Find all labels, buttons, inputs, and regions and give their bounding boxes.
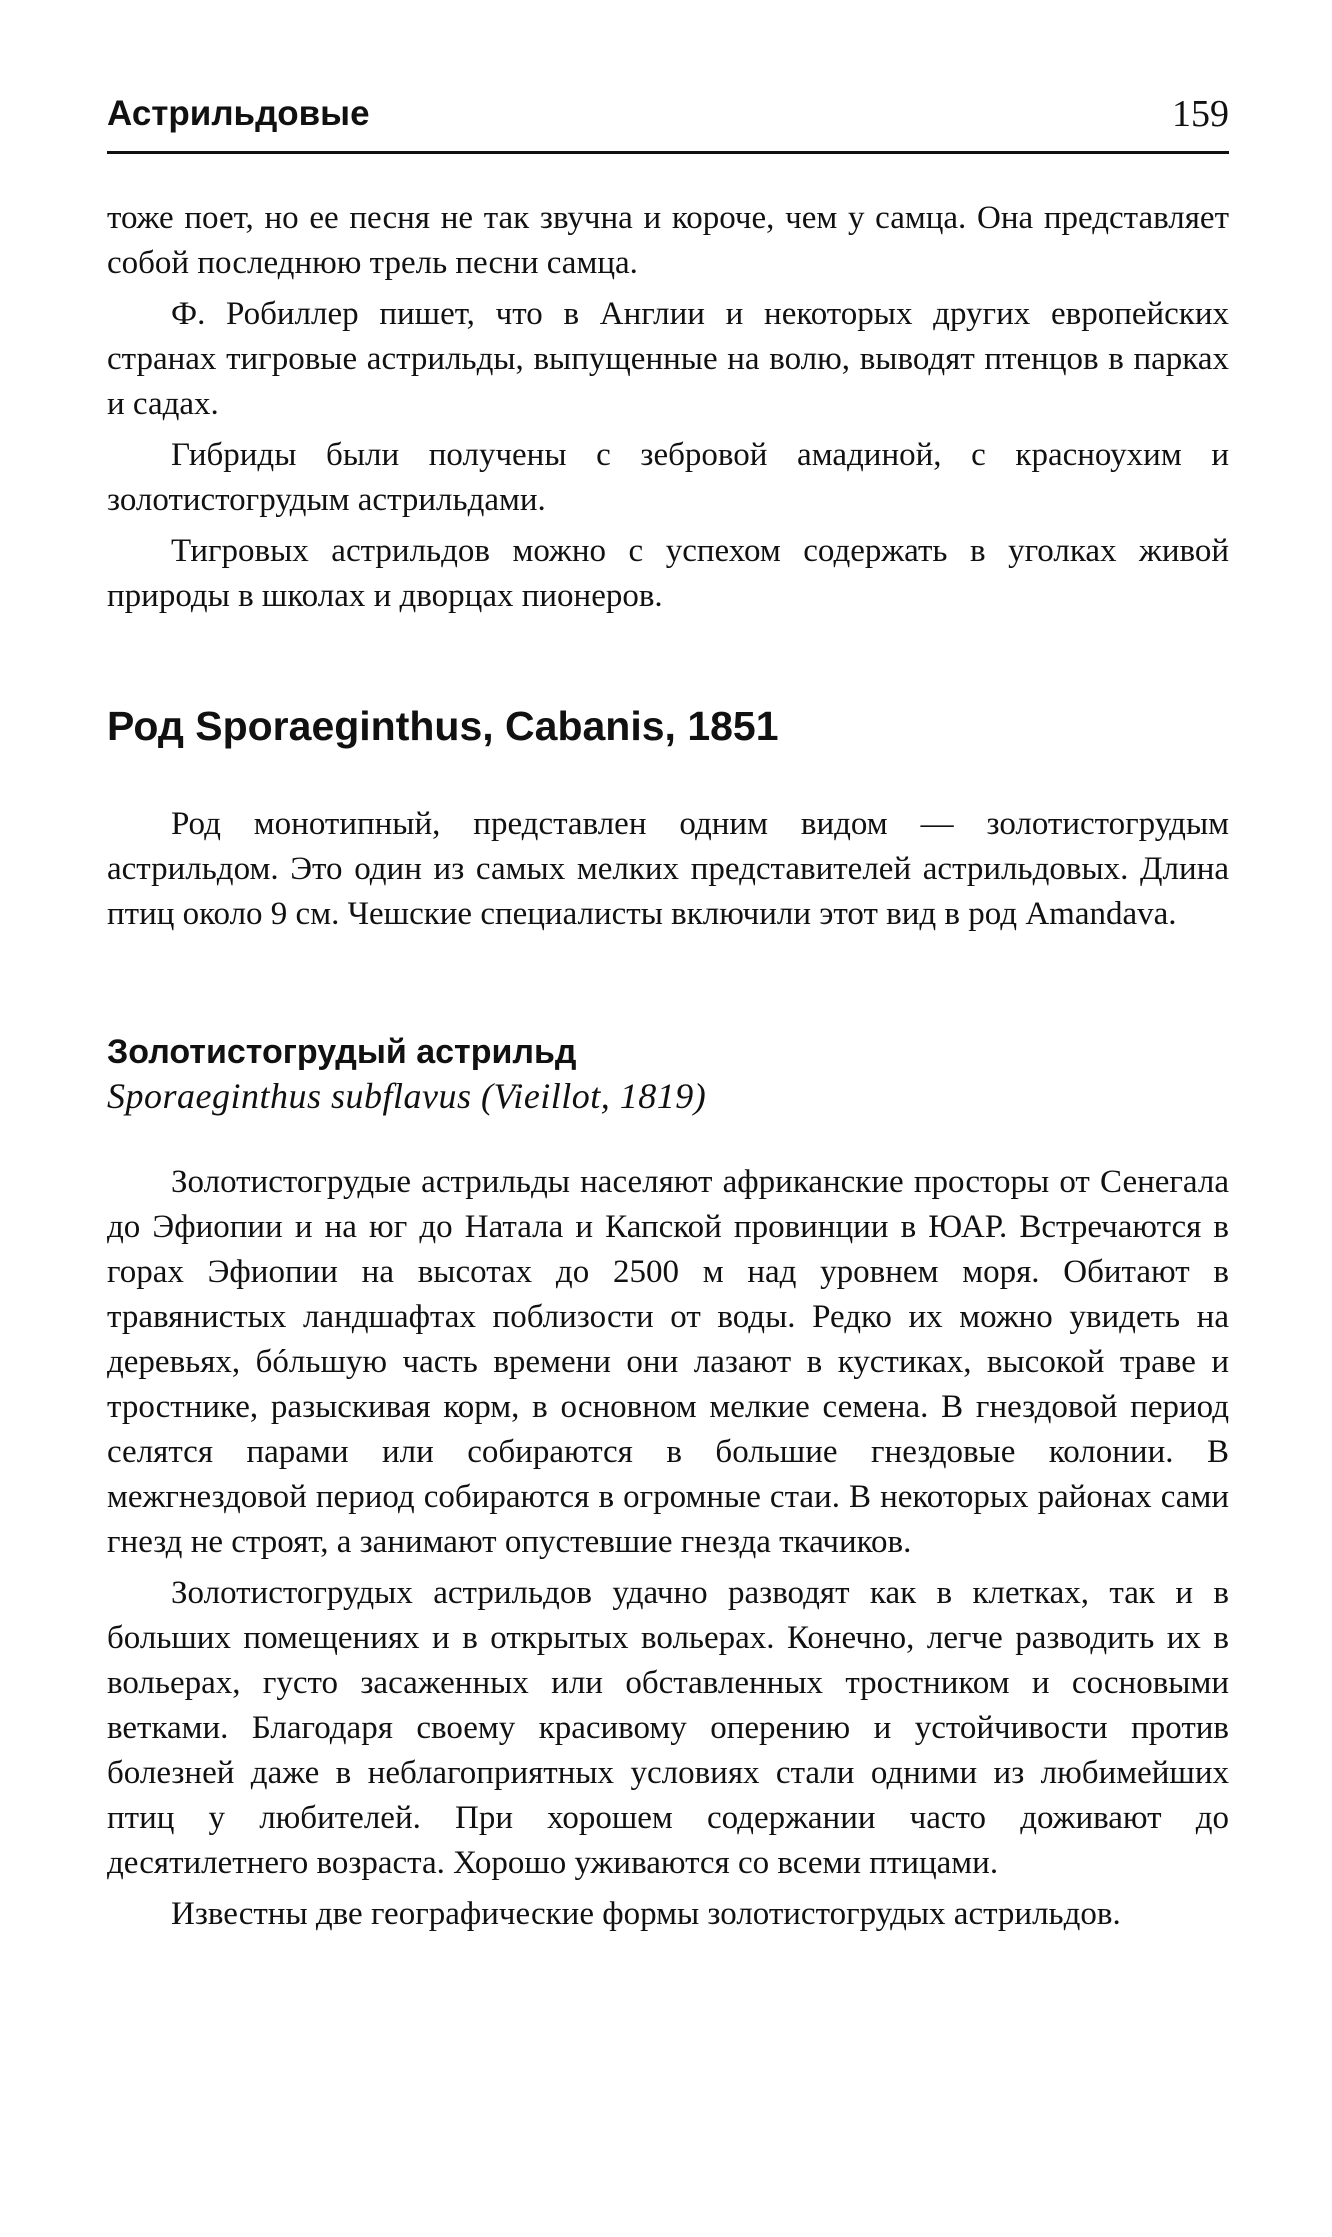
page-number: 159	[1172, 93, 1229, 135]
intro-section	[107, 196, 1229, 619]
species-paragraph-1: Золотистогрудые астрильды населяют африканские просторы от Сенегала до Эфиопии и на юг до Натала и Капской провинции в ЮАР. Встречаются в горах Эфиопии на высотах до 2500 м над уровнем моря. Обитают в травянистых ландшафтах поблизости от воды. Редко их можно увидеть на деревьях, бóльшую часть времени они лазают в кустиках, высокой траве и тростнике, разыскивая корм, в основном мелкие семена. В гнездовой период селятся парами или собираются в большие гнездовые колонии. В межгнездовой период собираются в огромные стаи. В некоторых районах сами гнезд не строят, а занимают опустевшие гнезда ткачиков.	[107, 1164, 1229, 1560]
intro-paragraph-4: Тигровых астрильдов можно с успехом содержать в уголках живой природы в школах и дворцах пионеров.	[107, 533, 1229, 614]
genus-section	[107, 700, 1229, 752]
species-common-name: Золотистогрудый астрильд	[107, 1033, 577, 1071]
intro-paragraph-3: Гибриды были получены с зебровой амадиной, с красноухим и золотистогрудым астрильдами.	[107, 437, 1229, 518]
intro-paragraph-2: Ф. Робиллер пишет, что в Англии и некоторых других европейских странах тигровые астрильды, выпущенные на волю, выводят птенцов в парках и садах.	[107, 296, 1229, 422]
book-page	[107, 0, 1229, 2237]
genus-description: Род монотипный, представлен одним видом — золотистогрудым астрильдом. Это один из самых мелких представителей астрильдовых. Длина птиц около 9 см. Чешские специалисты включили этот вид в род Amandava.	[107, 806, 1229, 932]
genus-heading: Род Sporaeginthus, Cabanis, 1851	[107, 703, 779, 749]
species-latin-name: Sporaeginthus subflavus (Vieillot, 1819)	[107, 1076, 707, 1116]
species-paragraph-2: Золотистогрудых астрильдов удачно разводят как в клетках, так и в больших помещениях и в открытых вольерах. Конечно, легче разводить их в вольерах, густо засаженных или обставленных тростником и сосновыми ветками. Благодаря своему красивому оперению и устойчивости против болезней даже в неблагоприятных условиях стали одними из любимейших птиц у любителей. При хорошем содержании часто доживают до десятилетнего возраста. Хорошо уживаются со всеми птицами.	[107, 1575, 1229, 1881]
running-head	[107, 92, 1229, 154]
species-title-block	[107, 1030, 1229, 1118]
species-paragraph-3: Известны две географические формы золотистогрудых астрильдов.	[171, 1896, 1121, 1932]
genus-description-section	[107, 802, 1229, 937]
running-title: Астрильдовые	[107, 94, 370, 133]
intro-paragraph-1: тоже поет, но ее песня не так звучна и короче, чем у самца. Она представляет собой последнюю трель песни самца.	[107, 200, 1229, 281]
species-text-section	[107, 1160, 1229, 1937]
